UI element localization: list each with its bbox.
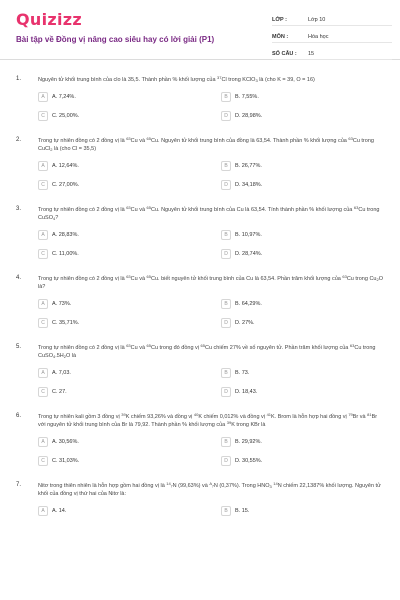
option-text: A. 7,03.	[52, 370, 71, 376]
option-letter-box[interactable]: C	[38, 180, 48, 190]
question-2	[16, 137, 384, 192]
answer-options	[38, 297, 384, 330]
question-number: 7.	[16, 482, 22, 488]
option-text: A. 12,64%.	[52, 163, 79, 169]
subscript: 3	[269, 484, 272, 489]
question-number: 6.	[16, 413, 22, 419]
text-fragment: K chiếm 93,26% và đồng vị	[125, 414, 194, 420]
superscript: 40	[193, 412, 199, 417]
option-letter-box[interactable]: B	[221, 299, 231, 309]
answer-options	[38, 90, 384, 123]
option-letter-box[interactable]: B	[221, 230, 231, 240]
text-fragment: Cu trong CuSO	[38, 345, 376, 359]
text-fragment: .5H	[55, 353, 64, 359]
meta-value: 15	[308, 50, 315, 57]
question-7	[16, 482, 384, 518]
text-fragment: Cu trong CuSO	[38, 207, 380, 221]
option-letter-box[interactable]: A	[38, 368, 48, 378]
answer-option[interactable]	[221, 228, 384, 242]
option-letter-box[interactable]: D	[221, 456, 231, 466]
question-head	[16, 137, 384, 153]
superscript: 63	[126, 205, 131, 210]
text-fragment: ?	[55, 215, 59, 221]
answer-options	[38, 435, 384, 468]
option-letter-box[interactable]: D	[221, 111, 231, 121]
question-text	[38, 413, 384, 429]
text-fragment: Cu và	[130, 345, 147, 351]
answer-option[interactable]	[221, 247, 384, 261]
text-fragment: Cu trong CuCl	[38, 138, 374, 152]
question-4	[16, 275, 384, 330]
option-letter-box[interactable]: A	[38, 230, 48, 240]
text-fragment: K chiếm 0,012% và đồng vị	[198, 414, 267, 420]
question-text	[38, 137, 384, 153]
answer-options	[38, 504, 384, 518]
option-text: A. 7,24%.	[52, 94, 76, 100]
answer-option[interactable]	[38, 247, 201, 261]
superscript: 79	[348, 412, 353, 417]
quizizz-logo: Quizizz	[16, 10, 82, 29]
option-letter-box[interactable]: A	[38, 506, 48, 516]
superscript: 63	[353, 205, 359, 210]
option-text: B. 7,55%.	[235, 94, 259, 100]
subscript: 2	[50, 147, 53, 152]
answer-option[interactable]	[38, 454, 201, 468]
text-fragment: N chiếm 22,1387% khối lượng. Nguyên tử khối của đồng vị thứ hai của Nitơ là:	[38, 483, 381, 497]
answer-option[interactable]	[221, 435, 384, 449]
superscript: 14	[166, 481, 171, 486]
superscript: 63	[349, 343, 355, 348]
option-text: C. 31,03%.	[52, 458, 80, 464]
meta-row-class	[272, 14, 392, 26]
option-letter-box[interactable]: B	[221, 368, 231, 378]
question-5	[16, 344, 384, 399]
answer-options	[38, 366, 384, 399]
text-fragment: O là	[66, 353, 77, 359]
text-fragment: Cu. biết nguyên tử khối trung bình của Cu là 63,54. Phần trăm khối lượng của	[151, 276, 343, 282]
text-fragment: Cu trong đó đồng vị	[151, 345, 201, 351]
answer-option[interactable]	[221, 90, 384, 104]
option-text: B. 10,97%.	[235, 232, 262, 238]
option-text: D. 27%.	[235, 320, 255, 326]
question-number: 1.	[16, 76, 22, 82]
superscript: 81	[367, 412, 372, 417]
option-text: B. 15.	[235, 508, 250, 514]
answer-option[interactable]	[221, 366, 384, 380]
meta-label: LỚP :	[272, 16, 287, 23]
text-fragment: Cu và	[130, 207, 147, 213]
answer-option[interactable]	[38, 228, 201, 242]
option-text: C. 27.	[52, 389, 67, 395]
answer-option[interactable]	[221, 109, 384, 123]
option-letter-box[interactable]: B	[221, 437, 231, 447]
question-head	[16, 206, 384, 222]
text-fragment: Trong tự nhiên kali gồm 3 đồng vị	[38, 414, 122, 420]
option-text: B. 29,92%.	[235, 439, 262, 445]
subscript: 4	[52, 216, 56, 221]
answer-option[interactable]	[38, 435, 201, 449]
option-letter-box[interactable]: C	[38, 249, 48, 259]
option-text: D. 18,43.	[235, 389, 258, 395]
option-text: B. 64,29%.	[235, 301, 262, 307]
option-text: C. 11,00%.	[52, 251, 79, 257]
subscript: 3	[255, 78, 258, 83]
answer-option[interactable]	[221, 297, 384, 311]
text-fragment: Cu trong Cu	[346, 276, 377, 282]
option-text: D. 28,98%.	[235, 113, 263, 119]
option-letter-box[interactable]: A	[38, 161, 48, 171]
superscript: 63	[348, 136, 353, 141]
superscript: 37	[217, 75, 222, 80]
option-text: C. 35,71%.	[52, 320, 80, 326]
option-text: C. 25,00%.	[52, 113, 80, 119]
page-title: Bài tập về Đồng vị nâng cao siêu hay có lời giải (P1)	[16, 35, 215, 44]
superscript: 65	[146, 205, 151, 210]
question-text	[38, 482, 384, 498]
subscript: 2	[63, 354, 67, 359]
question-head	[16, 76, 384, 84]
option-letter-box[interactable]: C	[38, 456, 48, 466]
text-fragment: Br và	[352, 414, 368, 420]
meta-panel	[272, 14, 392, 65]
answer-option[interactable]	[38, 316, 201, 330]
question-number: 2.	[16, 137, 22, 143]
text-fragment: Cu. Nguyên tử khối trung bình của đồng là 63,54. Thành phần % khối lượng của	[151, 138, 349, 144]
superscript: 63	[126, 343, 131, 348]
answer-option[interactable]	[221, 454, 384, 468]
text-fragment: là (cho K = 39, O = 16)	[257, 77, 315, 83]
subscript: 2	[376, 277, 379, 282]
text-fragment: Cu và	[130, 138, 147, 144]
option-text: C. 27,00%.	[52, 182, 80, 188]
question-number: 4.	[16, 275, 22, 281]
question-head	[16, 275, 384, 291]
superscript: 65	[146, 274, 151, 279]
superscript: 41	[266, 412, 272, 417]
option-letter-box[interactable]: D	[221, 249, 231, 259]
question-number: 5.	[16, 344, 22, 350]
question-text	[38, 76, 384, 84]
question-head	[16, 413, 384, 429]
text-fragment: ₇N (99,63%) và	[170, 483, 210, 489]
superscript: 63	[126, 136, 131, 141]
question-text	[38, 206, 384, 222]
option-letter-box[interactable]: B	[221, 506, 231, 516]
option-letter-box[interactable]: D	[221, 180, 231, 190]
answer-option[interactable]	[38, 366, 201, 380]
meta-value: Hóa học	[308, 33, 329, 40]
superscript: 65	[146, 136, 151, 141]
header	[0, 0, 400, 60]
answer-option[interactable]	[38, 90, 201, 104]
answer-option[interactable]	[221, 159, 384, 173]
answer-option[interactable]	[38, 109, 201, 123]
answer-options	[38, 159, 384, 192]
answer-option[interactable]	[38, 159, 201, 173]
meta-label: SỐ CÂU :	[272, 50, 297, 57]
meta-value: Lớp 10	[308, 16, 326, 23]
superscript: 65	[200, 343, 205, 348]
text-fragment: O là?	[38, 276, 383, 290]
question-1	[16, 76, 384, 123]
answer-option[interactable]	[38, 178, 201, 192]
answer-option[interactable]	[38, 385, 201, 399]
option-letter-box[interactable]: D	[221, 318, 231, 328]
option-letter-box[interactable]: C	[38, 318, 48, 328]
option-text: A. 30,56%.	[52, 439, 79, 445]
question-number: 3.	[16, 206, 22, 212]
option-letter-box[interactable]: D	[221, 387, 231, 397]
text-fragment: Cu và	[130, 276, 147, 282]
answer-option[interactable]	[221, 316, 384, 330]
option-text: D. 28,74%.	[235, 251, 263, 257]
option-text: A. 28,83%.	[52, 232, 79, 238]
text-fragment: ₇N (0,37%). Trong HNO	[212, 483, 270, 489]
text-fragment: Cu chiếm 27% về số nguyên tử. Phần trăm khối lượng của	[205, 345, 350, 351]
meta-row-count	[272, 48, 392, 60]
question-head	[16, 344, 384, 360]
option-text: B. 73.	[235, 370, 250, 376]
option-letter-box[interactable]: B	[221, 161, 231, 171]
superscript: 14	[273, 481, 278, 486]
text-fragment: là (cho Cl = 35,5)	[52, 146, 97, 152]
meta-label: MÔN :	[272, 33, 289, 40]
answer-option[interactable]	[221, 504, 384, 518]
option-letter-box[interactable]: A	[38, 92, 48, 102]
text-fragment: Trong tự nhiên đồng có 2 đồng vị là	[38, 276, 127, 282]
option-letter-box[interactable]: C	[38, 387, 48, 397]
question-head	[16, 482, 384, 498]
question-3	[16, 206, 384, 261]
superscript: 39	[226, 420, 232, 425]
option-text: A. 14.	[52, 508, 67, 514]
answer-option[interactable]	[221, 385, 384, 399]
text-fragment: Cu. Nguyên tử khối trung bình của Cu là 63,54. Tính thành phần % khối lượng của	[151, 207, 354, 213]
text-fragment: Trong tự nhiên đồng có 2 đồng vị là	[38, 345, 127, 351]
text-fragment: Trong tự nhiên đồng có 2 đồng vị là	[38, 138, 127, 144]
superscript: 39	[121, 412, 126, 417]
superscript: A	[209, 481, 212, 486]
text-fragment: Cl trong KClO	[221, 77, 256, 83]
question-text	[38, 344, 384, 360]
question-list	[0, 60, 400, 518]
text-fragment: K trong KBr là	[231, 422, 266, 428]
superscript: 63	[126, 274, 131, 279]
answer-option[interactable]	[221, 178, 384, 192]
option-letter-box[interactable]: B	[221, 92, 231, 102]
text-fragment: Trong tự nhiên đồng có 2 đồng vị là	[38, 207, 127, 213]
answer-option[interactable]	[38, 297, 201, 311]
superscript: 65	[146, 343, 151, 348]
option-letter-box[interactable]: A	[38, 299, 48, 309]
option-text: D. 34,18%.	[235, 182, 263, 188]
text-fragment: Br với nguyên tử khối trung bình của Br là 79,92. Thành phần % khối lượng của	[38, 414, 378, 428]
option-letter-box[interactable]: C	[38, 111, 48, 121]
option-text: A. 73%.	[52, 301, 72, 307]
meta-row-subject	[272, 31, 392, 43]
question-text	[38, 275, 384, 291]
option-text: B. 26,77%.	[235, 163, 262, 169]
superscript: 63	[342, 274, 347, 279]
answer-option[interactable]	[38, 504, 201, 518]
text-fragment: K. Brom là hỗn hợp hai đồng vị	[271, 414, 349, 420]
option-letter-box[interactable]: A	[38, 437, 48, 447]
text-fragment: Nguyên tử khối trung bình của clo là 35,5. Thành phần % khối lượng của	[38, 77, 218, 83]
text-fragment: Nitơ trong thiên nhiên là hỗn hợp gồm hai đồng vị là	[38, 483, 167, 489]
answer-options	[38, 228, 384, 261]
subscript: 4	[52, 354, 56, 359]
question-6	[16, 413, 384, 468]
option-text: D. 30,55%.	[235, 458, 263, 464]
